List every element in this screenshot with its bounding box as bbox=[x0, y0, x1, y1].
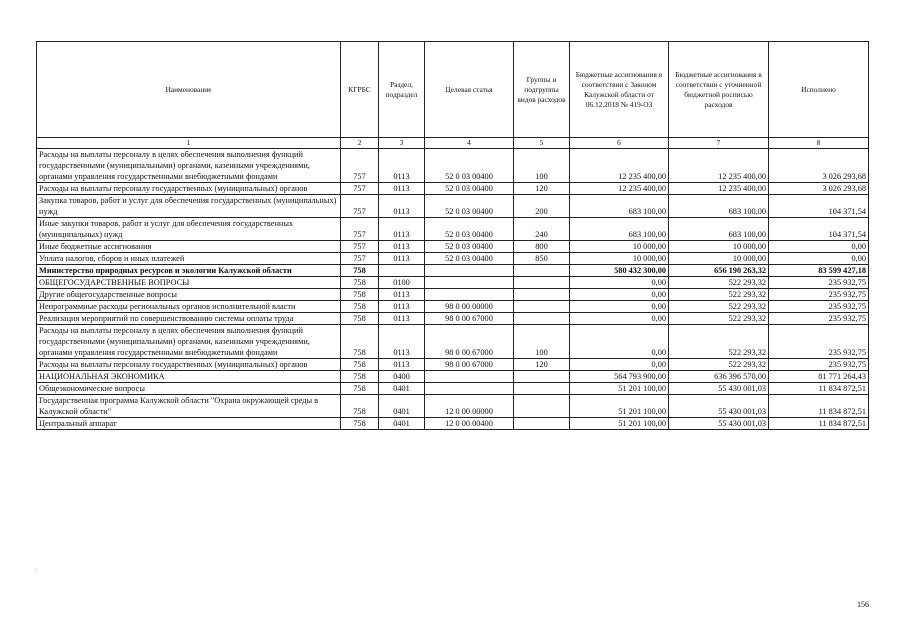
cell-executed: 83 599 427,18 bbox=[769, 265, 869, 277]
cell-name: Расходы на выплаты персоналу государственных (муниципальных) органов bbox=[37, 359, 341, 371]
cell-target: 52 0 03 00400 bbox=[425, 241, 514, 253]
header-section: Раздел, подраздел bbox=[379, 42, 425, 138]
table-row bbox=[37, 195, 869, 218]
cell-executed: 104 371,54 bbox=[769, 195, 869, 218]
cell-name: Уплата налогов, сборов и иных платежей bbox=[37, 253, 341, 265]
table-row bbox=[37, 395, 869, 418]
cell-target: 12 0 00 00400 bbox=[425, 418, 514, 430]
cell-law: 0,00 bbox=[570, 277, 669, 289]
cell-section: 0401 bbox=[379, 383, 425, 395]
cell-law: 0,00 bbox=[570, 325, 669, 359]
cell-name: Расходы на выплаты персоналу в целях обеспечения выполнения функций государственными (муниципальными) органами, казенными учреждениями, органами управления государственными внебюджетными фондами bbox=[37, 149, 341, 183]
header-kgrbs: КГРБС bbox=[341, 42, 379, 138]
cell-kgrbs: 757 bbox=[341, 218, 379, 241]
cell-section: 0113 bbox=[379, 241, 425, 253]
cell-name: ОБЩЕГОСУДАРСТВЕННЫЕ ВОПРОСЫ bbox=[37, 277, 341, 289]
cell-refined: 522 293,32 bbox=[669, 277, 769, 289]
cell-law: 10 000,00 bbox=[570, 253, 669, 265]
page-number: 156 bbox=[857, 600, 869, 609]
cell-refined: 522 293,32 bbox=[669, 313, 769, 325]
cell-executed: 235 932,75 bbox=[769, 313, 869, 325]
column-number: 4 bbox=[425, 138, 514, 149]
cell-executed: 81 771 264,43 bbox=[769, 371, 869, 383]
cell-target: 98 0 00 67000 bbox=[425, 313, 514, 325]
cell-executed: 235 932,75 bbox=[769, 289, 869, 301]
cell-section: 0113 bbox=[379, 359, 425, 371]
cell-group bbox=[514, 383, 570, 395]
cell-section: 0113 bbox=[379, 183, 425, 195]
cell-law: 0,00 bbox=[570, 313, 669, 325]
cell-name: Иные бюджетные ассигнования bbox=[37, 241, 341, 253]
cell-name: Закупка товаров, работ и услуг для обеспечения государственных (муниципальных) нужд bbox=[37, 195, 341, 218]
column-number-row bbox=[37, 138, 869, 149]
table-row bbox=[37, 149, 869, 183]
cell-group bbox=[514, 395, 570, 418]
cell-group: 850 bbox=[514, 253, 570, 265]
cell-group: 100 bbox=[514, 325, 570, 359]
cell-name: Центральный аппарат bbox=[37, 418, 341, 430]
cell-executed: 3 026 293,68 bbox=[769, 149, 869, 183]
cell-refined: 55 430 001,03 bbox=[669, 395, 769, 418]
table-row bbox=[37, 183, 869, 195]
cell-refined: 683 100,00 bbox=[669, 218, 769, 241]
cell-group bbox=[514, 371, 570, 383]
header-name: Наименование bbox=[37, 42, 341, 138]
cell-executed: 3 026 293,68 bbox=[769, 183, 869, 195]
cell-kgrbs: 758 bbox=[341, 289, 379, 301]
cell-group bbox=[514, 313, 570, 325]
table-row bbox=[37, 277, 869, 289]
cell-section: 0401 bbox=[379, 418, 425, 430]
header-groups: Группы и подгруппы видов расходов bbox=[514, 42, 570, 138]
cell-group: 200 bbox=[514, 195, 570, 218]
cell-section: 0113 bbox=[379, 218, 425, 241]
header-target: Целевая статья bbox=[425, 42, 514, 138]
cell-name: Реализация мероприятий по совершенствованию системы оплаты труда bbox=[37, 313, 341, 325]
table-row bbox=[37, 325, 869, 359]
cell-group: 240 bbox=[514, 218, 570, 241]
cell-kgrbs: 758 bbox=[341, 383, 379, 395]
column-number: 2 bbox=[341, 138, 379, 149]
cell-law: 12 235 400,00 bbox=[570, 183, 669, 195]
cell-refined: 522 293,32 bbox=[669, 301, 769, 313]
cell-target bbox=[425, 277, 514, 289]
cell-section: 0113 bbox=[379, 313, 425, 325]
table-row bbox=[37, 383, 869, 395]
table-row bbox=[37, 289, 869, 301]
cell-target: 52 0 03 00400 bbox=[425, 195, 514, 218]
header-refined: Бюджетные ассигнования в соответствии с уточненной бюджетной росписью расходов bbox=[669, 42, 769, 138]
cell-section: 0113 bbox=[379, 325, 425, 359]
table-row bbox=[37, 265, 869, 277]
cell-kgrbs: 758 bbox=[341, 359, 379, 371]
cell-refined: 683 100,00 bbox=[669, 195, 769, 218]
cell-law: 580 432 300,00 bbox=[570, 265, 669, 277]
cell-kgrbs: 758 bbox=[341, 301, 379, 313]
table-row bbox=[37, 418, 869, 430]
cell-executed: 104 371,54 bbox=[769, 218, 869, 241]
cell-target: 12 0 00 00000 bbox=[425, 395, 514, 418]
table-body bbox=[37, 149, 869, 430]
cell-executed: 11 834 872,51 bbox=[769, 383, 869, 395]
cell-name: Иные закупки товаров, работ и услуг для обеспечения государственных (муниципальных) нужд bbox=[37, 218, 341, 241]
cell-name: Расходы на выплаты персоналу государственных (муниципальных) органов bbox=[37, 183, 341, 195]
cell-executed: 0,00 bbox=[769, 253, 869, 265]
cell-group: 800 bbox=[514, 241, 570, 253]
cell-group: 100 bbox=[514, 149, 570, 183]
column-number: 1 bbox=[37, 138, 341, 149]
cell-law: 51 201 100,00 bbox=[570, 418, 669, 430]
cell-name: Общеэкономические вопросы bbox=[37, 383, 341, 395]
cell-target: 98 0 00 00000 bbox=[425, 301, 514, 313]
cell-section: 0401 bbox=[379, 395, 425, 418]
cell-name: Расходы на выплаты персоналу в целях обеспечения выполнения функций государственными (муниципальными) органами, казенными учреждениями, органами управления государственными внебюджетными фондами bbox=[37, 325, 341, 359]
cell-kgrbs: 757 bbox=[341, 241, 379, 253]
cell-target: 98 0 00 67000 bbox=[425, 325, 514, 359]
header-executed: Исполнено bbox=[769, 42, 869, 138]
table-row bbox=[37, 371, 869, 383]
cell-target bbox=[425, 371, 514, 383]
table-row bbox=[37, 301, 869, 313]
cell-section: 0100 bbox=[379, 277, 425, 289]
cell-section: 0400 bbox=[379, 371, 425, 383]
cell-refined: 522 293,32 bbox=[669, 325, 769, 359]
cell-executed: 0,00 bbox=[769, 241, 869, 253]
cell-kgrbs: 758 bbox=[341, 265, 379, 277]
cell-target: 52 0 03 00400 bbox=[425, 218, 514, 241]
scan-mark: . bbox=[36, 566, 38, 572]
cell-group bbox=[514, 265, 570, 277]
cell-kgrbs: 758 bbox=[341, 418, 379, 430]
table-row bbox=[37, 241, 869, 253]
cell-law: 683 100,00 bbox=[570, 195, 669, 218]
cell-law: 564 793 900,00 bbox=[570, 371, 669, 383]
cell-target: 52 0 03 00400 bbox=[425, 253, 514, 265]
cell-target: 52 0 03 00400 bbox=[425, 183, 514, 195]
cell-section bbox=[379, 265, 425, 277]
cell-refined: 636 396 570,00 bbox=[669, 371, 769, 383]
cell-group: 120 bbox=[514, 183, 570, 195]
column-number: 5 bbox=[514, 138, 570, 149]
cell-executed: 11 834 872,51 bbox=[769, 395, 869, 418]
cell-refined: 656 190 263,32 bbox=[669, 265, 769, 277]
cell-refined: 522 293,32 bbox=[669, 359, 769, 371]
column-number: 7 bbox=[669, 138, 769, 149]
cell-target bbox=[425, 289, 514, 301]
cell-executed: 235 932,75 bbox=[769, 277, 869, 289]
cell-law: 51 201 100,00 bbox=[570, 383, 669, 395]
cell-executed: 235 932,75 bbox=[769, 325, 869, 359]
column-number: 8 bbox=[769, 138, 869, 149]
cell-section: 0113 bbox=[379, 289, 425, 301]
cell-law: 0,00 bbox=[570, 289, 669, 301]
cell-section: 0113 bbox=[379, 301, 425, 313]
cell-group bbox=[514, 418, 570, 430]
table-row bbox=[37, 359, 869, 371]
cell-name: Другие общегосударственные вопросы bbox=[37, 289, 341, 301]
cell-law: 0,00 bbox=[570, 359, 669, 371]
table-header-row bbox=[37, 42, 869, 138]
cell-group bbox=[514, 289, 570, 301]
column-number: 6 bbox=[570, 138, 669, 149]
cell-group bbox=[514, 277, 570, 289]
cell-refined: 12 235 400,00 bbox=[669, 183, 769, 195]
cell-law: 12 235 400,00 bbox=[570, 149, 669, 183]
table-row bbox=[37, 313, 869, 325]
cell-refined: 10 000,00 bbox=[669, 253, 769, 265]
cell-refined: 12 235 400,00 bbox=[669, 149, 769, 183]
cell-kgrbs: 757 bbox=[341, 183, 379, 195]
cell-kgrbs: 758 bbox=[341, 313, 379, 325]
cell-group bbox=[514, 301, 570, 313]
cell-target: 98 0 00 67000 bbox=[425, 359, 514, 371]
cell-kgrbs: 758 bbox=[341, 395, 379, 418]
cell-section: 0113 bbox=[379, 195, 425, 218]
cell-target bbox=[425, 265, 514, 277]
cell-kgrbs: 758 bbox=[341, 277, 379, 289]
cell-law: 51 201 100,00 bbox=[570, 395, 669, 418]
cell-kgrbs: 757 bbox=[341, 195, 379, 218]
cell-refined: 55 430 001,03 bbox=[669, 383, 769, 395]
table-row bbox=[37, 218, 869, 241]
cell-law: 10 000,00 bbox=[570, 241, 669, 253]
cell-law: 683 100,00 bbox=[570, 218, 669, 241]
budget-table bbox=[36, 41, 869, 430]
cell-law: 0,00 bbox=[570, 301, 669, 313]
cell-target bbox=[425, 383, 514, 395]
cell-name: НАЦИОНАЛЬНАЯ ЭКОНОМИКА bbox=[37, 371, 341, 383]
cell-group: 120 bbox=[514, 359, 570, 371]
column-number: 3 bbox=[379, 138, 425, 149]
cell-name: Государственная программа Калужской области "Охрана окружающей среды в Калужской области" bbox=[37, 395, 341, 418]
cell-kgrbs: 758 bbox=[341, 325, 379, 359]
cell-kgrbs: 757 bbox=[341, 149, 379, 183]
header-law: Бюджетные ассигнования в соответствии с Законом Калужской области от 06.12.2018 № 419-ОЗ bbox=[570, 42, 669, 138]
cell-executed: 235 932,75 bbox=[769, 301, 869, 313]
cell-refined: 522 293,32 bbox=[669, 289, 769, 301]
cell-kgrbs: 757 bbox=[341, 253, 379, 265]
cell-executed: 11 834 872,51 bbox=[769, 418, 869, 430]
cell-kgrbs: 758 bbox=[341, 371, 379, 383]
cell-executed: 235 932,75 bbox=[769, 359, 869, 371]
cell-section: 0113 bbox=[379, 253, 425, 265]
table-row bbox=[37, 253, 869, 265]
cell-section: 0113 bbox=[379, 149, 425, 183]
cell-name: Непрограммные расходы региональных органов исполнительной власти bbox=[37, 301, 341, 313]
cell-name: Министерство природных ресурсов и экологии Калужской области bbox=[37, 265, 341, 277]
cell-refined: 55 430 001,03 bbox=[669, 418, 769, 430]
cell-refined: 10 000,00 bbox=[669, 241, 769, 253]
cell-target: 52 0 03 00400 bbox=[425, 149, 514, 183]
